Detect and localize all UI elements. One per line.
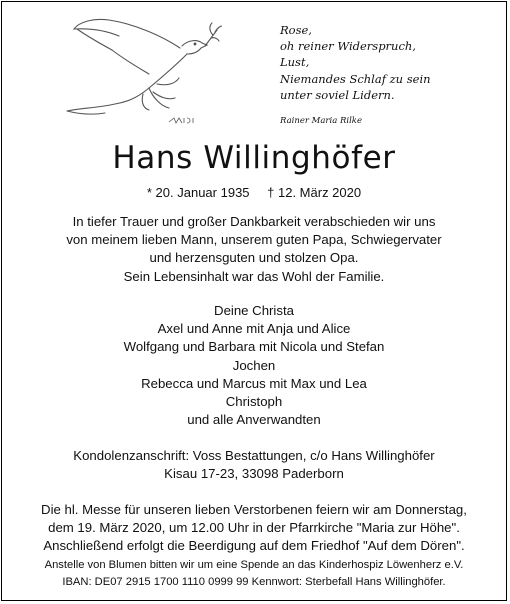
family-list — [2, 302, 506, 429]
mass-line: Anschließend erfolgt die Beerdigung auf dem Friedhof "Auf dem Dören". — [43, 538, 465, 554]
family-line: Jochen — [232, 357, 276, 373]
intro-line: und herzensguten und stolzen Opa. — [149, 250, 359, 266]
deceased-name: Hans Willinghöfer — [112, 140, 396, 176]
mass-line: Die hl. Messe für unseren lieben Verstorbenen feiern wir am Donnerstag, — [41, 502, 467, 517]
address-line: Kondolenzanschrift: Voss Bestattungen, c/o Hans Willinghöfer — [73, 448, 435, 463]
death-date: † 12. März 2020 — [267, 185, 362, 200]
poem-line: Rose, — [280, 23, 312, 37]
family-line: Axel und Anne mit Anja und Alice — [157, 321, 351, 337]
mass-line: dem 19. März 2020, um 12.00 Uhr in der Pfarrkirche "Maria zur Höhe". — [48, 520, 460, 536]
poem-line: Niemandes Schlaf zu sein — [280, 71, 431, 86]
intro-line: In tiefer Trauer und großer Dankbarkeit verabschieden wir uns — [72, 214, 436, 229]
donation-line: IBAN: DE07 2915 1700 1110 0999 99 Kennwort: Sterbefall Hans Willinghöfer. — [62, 576, 446, 588]
family-line: Christoph — [225, 394, 283, 410]
life-dates — [2, 185, 506, 200]
intro-line: von meinem lieben Mann, unserem guten Papa, Schwiegervater — [66, 232, 442, 248]
funeral-mass-info — [2, 501, 506, 556]
donation-line: Anstelle von Blumen bitten wir um eine Spende an das Kinderhospiz Löwenherz e.V. — [44, 559, 464, 571]
poem-line: Lust, — [280, 55, 310, 70]
family-line: Rebecca und Marcus mit Max und Lea — [141, 375, 367, 391]
poem-quote — [280, 22, 495, 129]
intro-text — [2, 213, 506, 268]
dove-with-olive-branch-icon — [57, 14, 222, 132]
life-line: Sein Lebensinhalt war das Wohl der Familie. — [123, 269, 385, 284]
poem-author: Rainer Maria Rilke — [280, 116, 362, 127]
address-line: Kisau 17-23, 33098 Paderborn — [164, 466, 344, 482]
family-line: Wolfgang und Barbara mit Nicola und Stefan — [123, 339, 385, 355]
life-statement — [2, 268, 506, 286]
family-line: Deine Christa — [214, 303, 294, 318]
birth-date: * 20. Januar 1935 — [146, 185, 250, 200]
poem-line: unter soviel Lidern. — [280, 87, 395, 102]
condolence-address — [2, 447, 506, 483]
obituary-notice — [1, 1, 507, 601]
poem-line: oh reiner Widerspruch, — [280, 39, 416, 54]
family-line: und alle Anverwandten — [187, 412, 321, 428]
donation-info — [2, 557, 506, 591]
